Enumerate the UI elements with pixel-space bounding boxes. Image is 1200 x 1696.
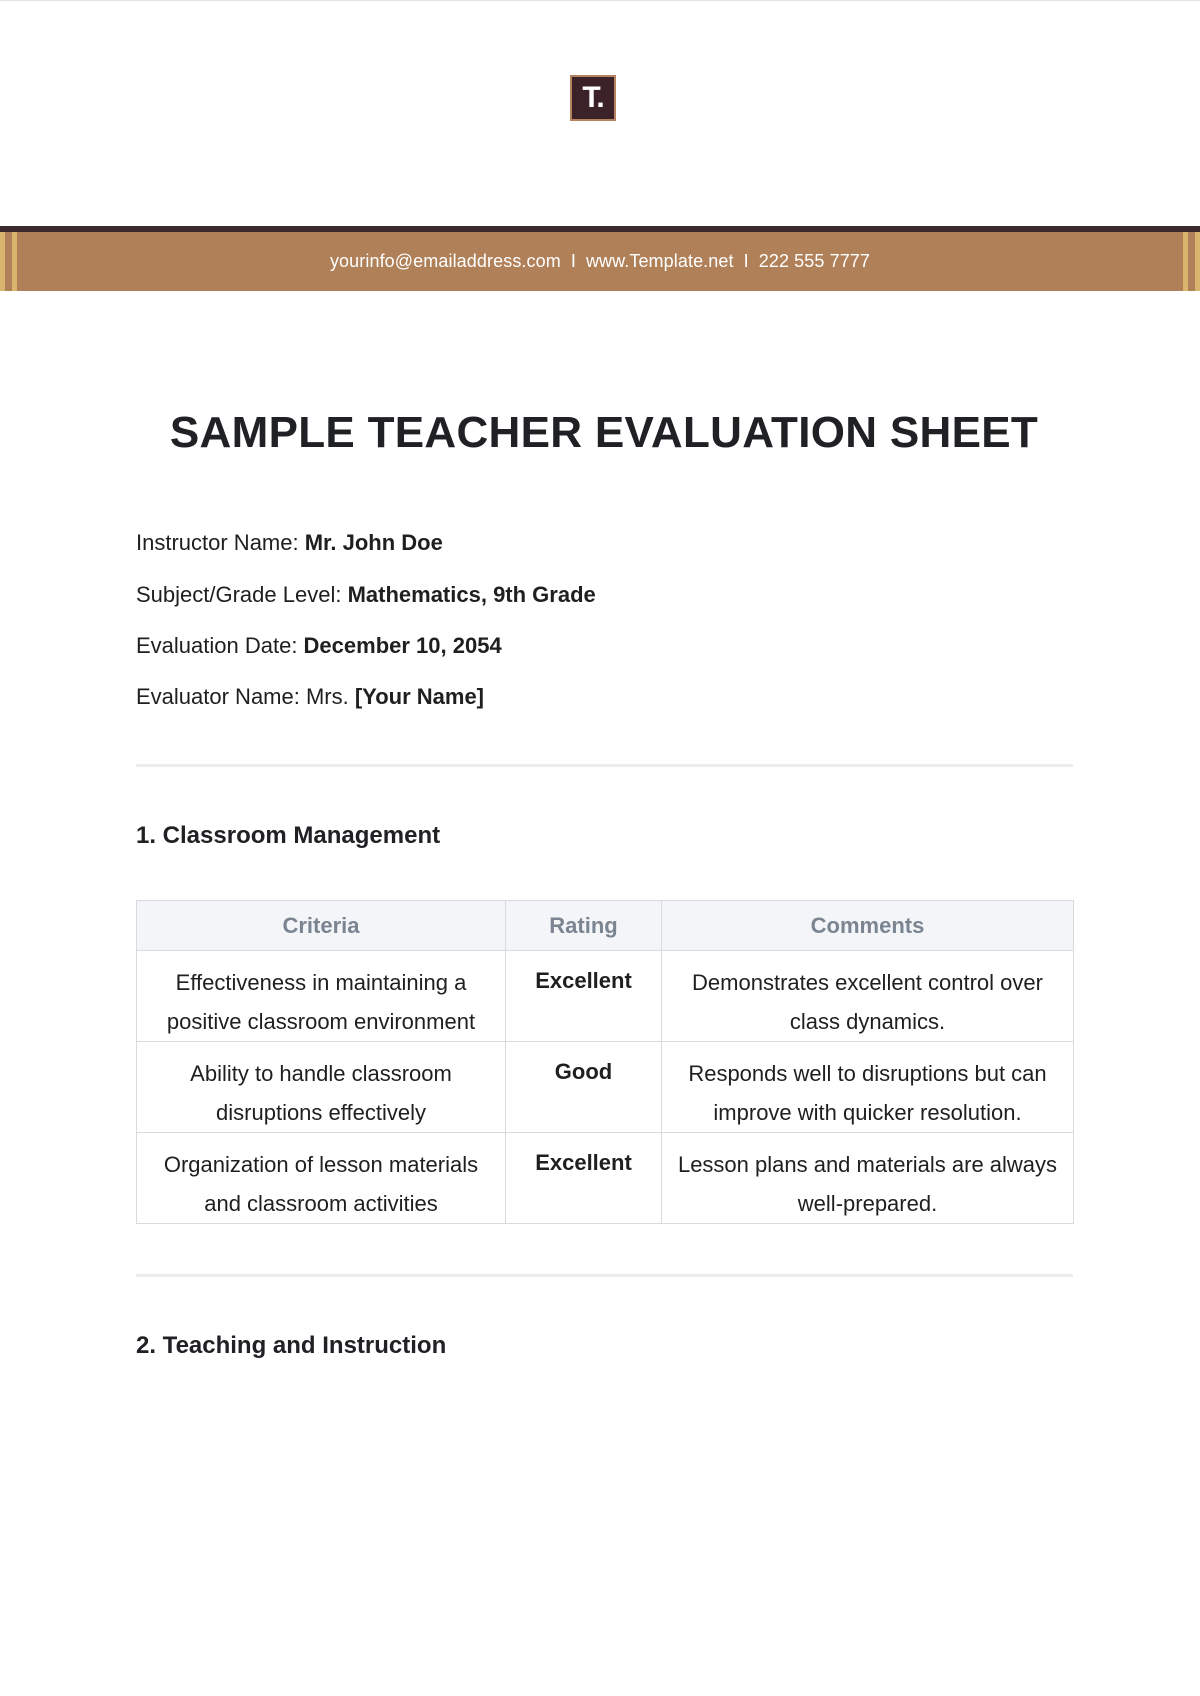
info-label: Instructor Name: bbox=[136, 530, 305, 555]
section-heading-classroom-management: 1. Classroom Management bbox=[136, 822, 441, 849]
top-rule bbox=[0, 0, 1200, 1]
criteria-cell: Ability to handle classroom disruptions effectively bbox=[137, 1042, 506, 1133]
contact-phone: 222 555 7777 bbox=[758, 251, 871, 271]
rating-cell: Excellent bbox=[506, 951, 662, 1042]
band-stripe-left-outer bbox=[0, 232, 5, 291]
classroom-management-table bbox=[136, 900, 1074, 1224]
contact-website[interactable]: www.Template.net bbox=[585, 251, 734, 271]
comments-cell: Responds well to disruptions but can improve with quicker resolution. bbox=[662, 1042, 1074, 1133]
info-instructor bbox=[136, 530, 443, 556]
contact-separator: I bbox=[743, 251, 749, 271]
band-stripe-right-outer bbox=[1195, 232, 1200, 291]
company-logo bbox=[570, 75, 616, 121]
criteria-cell: Effectiveness in maintaining a positive classroom environment bbox=[137, 951, 506, 1042]
contact-info bbox=[330, 251, 870, 272]
info-evaluator bbox=[136, 684, 484, 710]
divider bbox=[136, 764, 1073, 767]
column-header-rating: Rating bbox=[506, 901, 662, 951]
contact-email[interactable]: yourinfo@emailaddress.com bbox=[329, 251, 561, 271]
info-date bbox=[136, 633, 502, 659]
info-value: Mr. John Doe bbox=[304, 530, 443, 555]
band-stripe-left-inner bbox=[12, 232, 17, 291]
column-header-comments: Comments bbox=[662, 901, 1074, 951]
info-value: [Your Name] bbox=[354, 684, 485, 709]
info-value: Mathematics, 9th Grade bbox=[347, 582, 596, 607]
section-heading-teaching-instruction: 2. Teaching and Instruction bbox=[136, 1332, 447, 1359]
rating-cell: Excellent bbox=[506, 1133, 662, 1224]
contact-band bbox=[0, 232, 1200, 291]
table-row bbox=[137, 1042, 1074, 1133]
logo-text: T. bbox=[582, 81, 604, 114]
column-header-criteria: Criteria bbox=[137, 901, 506, 951]
info-label: Subject/Grade Level: bbox=[136, 582, 348, 607]
rating-cell: Good bbox=[506, 1042, 662, 1133]
divider bbox=[136, 1274, 1073, 1277]
table-header-row bbox=[137, 901, 1074, 951]
info-subject bbox=[136, 582, 596, 608]
contact-separator: I bbox=[570, 251, 576, 271]
criteria-cell: Organization of lesson materials and classroom activities bbox=[137, 1133, 506, 1224]
table-row bbox=[137, 1133, 1074, 1224]
comments-cell: Lesson plans and materials are always well-prepared. bbox=[662, 1133, 1074, 1224]
band-stripe-right-inner bbox=[1183, 232, 1188, 291]
info-label: Evaluation Date: bbox=[136, 633, 304, 658]
page-title: SAMPLE TEACHER EVALUATION SHEET bbox=[169, 408, 1039, 457]
info-value: December 10, 2054 bbox=[303, 633, 502, 658]
table-row bbox=[137, 951, 1074, 1042]
info-label: Evaluator Name: Mrs. bbox=[136, 684, 355, 709]
comments-cell: Demonstrates excellent control over class dynamics. bbox=[662, 951, 1074, 1042]
